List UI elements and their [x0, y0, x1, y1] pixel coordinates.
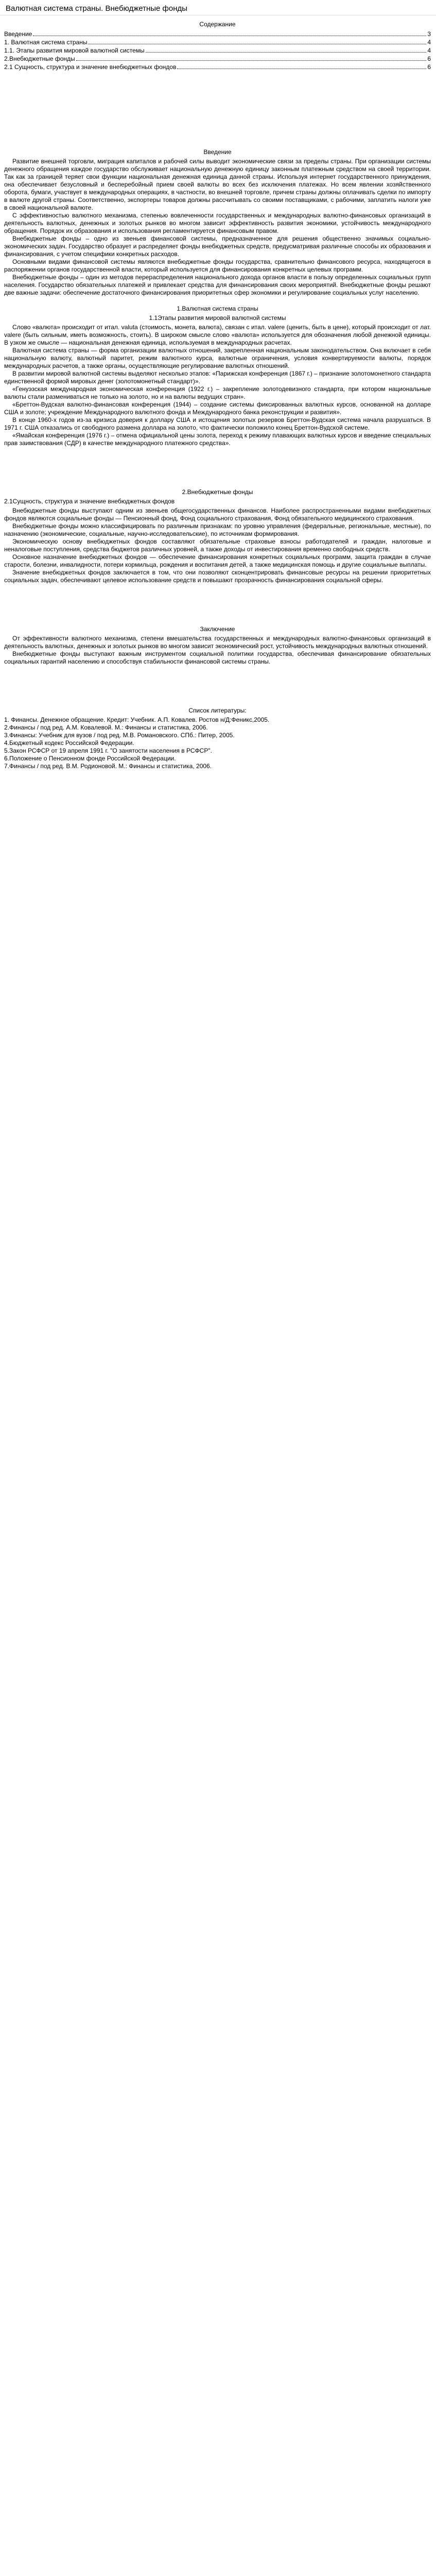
paragraph: Внебюджетные фонды можно классифицировать по различным признакам: по уровню управления (федеральные, региональные, местные), по назначению (экономические, социальные, научно-исследовательские), по источникам формирования.: [4, 522, 431, 537]
introduction-section: [4, 148, 431, 297]
paragraph: В развитии мировой валютной системы выделяют несколько этапов: «Парижская конференция (1867 г.) – признание золотомонетного стандарта единственной формой мировых денег (золотомонетный стандарт)».: [4, 370, 431, 385]
paragraph: С эффективностью валютного механизма, степенью вовлеченности государственных и международных валютно-финансовых организаций в деятельность валютных, денежных и золотых рынков во многом зависит эффективность развития экономики, устойчивость международного обращения. Порядок их образования и использования регламентируется финансовым правом.: [4, 212, 431, 234]
toc-item-text: 1.1. Этапы развития мировой валютной системы: [4, 47, 145, 54]
toc-item-text: 1. Валютная система страны: [4, 39, 88, 46]
toc-item-text: 2.Внебюджетные фонды: [4, 55, 75, 62]
subsection-heading: 2.1Сущность, структура и значение внебюджетных фондов: [4, 498, 175, 505]
toc-item: [4, 38, 431, 46]
toc-item-page: 6: [427, 63, 431, 71]
paragraph: Внебюджетные фонды – одно из звеньев финансовой системы, предназначенное для решения общественно значимых социально-экономических задач. Государство образует и распределяет фонды внебюджетных средств, предусматривая различные способы их образования и финансирования, с учетом специфики конкретных расходов.: [4, 235, 431, 258]
literature-section: [4, 707, 431, 770]
paragraph: Развитие внешней торговли, миграция капиталов и рабочей силы выводит экономические связи за пределы страны. При организации системы денежного обращения каждое государство обслуживает национальную денежную единицу законным платежным средством на своей территории. Так как за границей теряет свои функции национальная денежная единица данной страны. Используя интернет государственного принуждения, она обеспечивает безусловный и бесперебойный прием своей валюты во всех без исключения платежах. Но всем явлении хозяйственного оборота, бумаги, участвует в международных операциях, в частности, во внешней торговле, причем страны должны оплачивать сделки по импорту в валюте другой страны. Соответственно, экспортеры товаров должны рассчитывать со своими поставщиками, с рабочими, заплатить налоги уже в своей национальной валюте.: [4, 158, 431, 211]
toc-heading: Содержание: [199, 21, 236, 28]
table-of-contents: [4, 19, 431, 71]
toc-item-page: 4: [427, 39, 431, 46]
section-heading: 1.Валютная система страны: [177, 305, 258, 312]
page-title: Валютная система страны. Внебюджетные фонды: [6, 4, 188, 13]
paragraph: «Ямайская конференция (1976 г.) – отмена официальной цены золота, переход к режиму плавающих валютных курсов и введение специальных прав заимствования (СДР) в качестве международного платежного средства».: [4, 432, 431, 447]
paragraph: «Бреттон-Вудская валютно-финансовая конференция (1944) – создание системы фиксированных валютных курсов, основанной на долларе США и золоте; учреждение Международного валютного фонда и Международного банка реконструкции и развития».: [4, 401, 431, 416]
paragraph: Значение внебюджетных фондов заключается в том, что они позволяют сконцентрировать финансовые ресурсы на решении приоритетных социальных задач, обеспечивают целевое использование средств и повышают прозрачность финансирования социальной сферы.: [4, 569, 431, 584]
section-heading: Заключение: [200, 625, 235, 633]
paragraph: Внебюджетные фонды – один из методов перераспределения национального дохода органов власти в пользу определенных социальных групп населения. Государство обязательных платежей и привлекает средства для финансирования своих мероприятий. Внебюджетные фонды решают две важные задачи: обеспечение достаточного финансирования приоритетных сфер экономики и регулирование социальных услуг населению.: [4, 274, 431, 296]
literature-heading: Список литературы:: [188, 707, 247, 714]
paragraph: Внебюджетные фонды выступают важным инструментом социальной политики государства, обеспечивая финансирование обязательных социальных гарантий населению и способствуя стабильности финансовой системы страны.: [4, 650, 431, 665]
toc-leader: [146, 52, 427, 53]
toc-item: [4, 63, 431, 71]
toc-item: [4, 55, 431, 63]
toc-item: [4, 46, 431, 55]
literature-item: 5.Закон РСФСР от 19 апреля 1991 г. "О занятости населения в РСФСР".: [4, 747, 212, 754]
toc-item-page: 6: [427, 55, 431, 62]
toc-item-text: 2.1 Сущность, структура и значение внебюджетных фондов: [4, 63, 177, 71]
literature-item: 4.Бюджетный кодекс Российской Федерации.: [4, 739, 134, 747]
literature-item: 7.Финансы / под ред. В.М. Родионовой. М.: Финансы и статистика, 2006.: [4, 762, 212, 770]
literature-item: 2.Финансы / под ред. А.М. Ковалевой. М.: Финансы и статистика, 2006.: [4, 724, 208, 731]
toc-leader: [76, 60, 427, 61]
paragraph: Валютная система страны — форма организации валютных отношений, закрепленная национальным законодательством. Она включает в себя национальную валюту, валютный паритет, режим валютного курса, валютные ограничения, условия конвертируемости валюты, порядок международных расчетов, а также органы, осуществляющие регулирование валютных отношений.: [4, 347, 431, 369]
conclusion-section: [4, 625, 431, 666]
paragraph: Основное назначение внебюджетных фондов — обеспечение финансирования конкретных социальных программ, защита граждан в случае старости, болезни, инвалидности, потери кормильца, рождения и воспитания детей, а также медицинская помощь и другие социальные выплаты.: [4, 553, 431, 568]
paragraph: В конце 1960-х годов из-за кризиса доверия к доллару США и истощения золотых резервов Бреттон-Вудская система начала разрушаться. В 1971 г. США отказались от свободного размена доллара на золото, что фактически положило конец Бреттон-Вудской системе.: [4, 416, 431, 431]
toc-item-page: 3: [427, 30, 431, 38]
paragraph: Экономическую основу внебюджетных фондов составляют обязательные страховые взносы работодателей и граждан, налоговые и неналоговые поступления, средства бюджетов различных уровней, а также доходы от инвестирования временно свободных средств.: [4, 538, 431, 553]
toc-item-text: Введение: [4, 30, 32, 38]
literature-item: 1. Финансы. Денежное обращение. Кредит: Учебник. А.П. Ковалев. Ростов н/Д:Феникс,2005.: [4, 716, 270, 723]
paragraph: Основными видами финансовой системы являются внебюджетные фонды государства, сравнительно финансового ресурса, находящегося в распоряжении органов государственной власти, который используется для финансирования конкретных целевых программ.: [4, 258, 431, 273]
literature-item: 3.Финансы: Учебник для вузов / под ред. М.В. Романовского. СПб.: Питер, 2005.: [4, 732, 235, 739]
document-page: [4, 19, 431, 2576]
paragraph: «Генуэзская международная экономическая конференция (1922 г.) – закрепление золотодевизного стандарта, при котором национальные валюты стали размениваться не только на золото, но и на валюты ведущих стран».: [4, 385, 431, 400]
title-bar: [0, 0, 436, 15]
toc-item-page: 4: [427, 47, 431, 54]
section-heading: 2.Внебюджетные фонды: [182, 488, 253, 496]
extrabudgetary-funds-section: [4, 488, 431, 584]
subsection-heading: 1.1Этапы развития мировой валютной системы: [149, 314, 286, 321]
paragraph: От эффективности валютного механизма, степени вмешательства государственных и международных валютно-финансовых организаций в деятельность валютных, денежных и золотых рынков во многом зависит экономический рост, устойчивость международных валютных отношений.: [4, 635, 431, 650]
paragraph: Внебюджетные фонды выступают одним из звеньев общегосударственных финансов. Наиболее распространенными видами внебюджетных фондов являются социальные фонды — Пенсионный фонд, Фонд социального страхования, Фонд обязательного медицинского страхования.: [4, 507, 431, 522]
toc-item: [4, 30, 431, 38]
paragraph: Слово «валюта» происходит от итал. valuta (стоимость, монета, валюта), связан с итал. valere (ценить, быть в цене), который происходит от лат. valere (быть сильным, иметь возможность, стоить). В широком смысле слово «валюта» используется для обозначения любой денежной единицы. В узком же смысле — национальная денежная единица, используемая в международных расчетах.: [4, 324, 431, 346]
currency-system-section: [4, 305, 431, 447]
literature-item: 6.Положение о Пенсионном фонде Российской Федерации.: [4, 755, 176, 762]
section-heading: Введение: [203, 148, 232, 156]
